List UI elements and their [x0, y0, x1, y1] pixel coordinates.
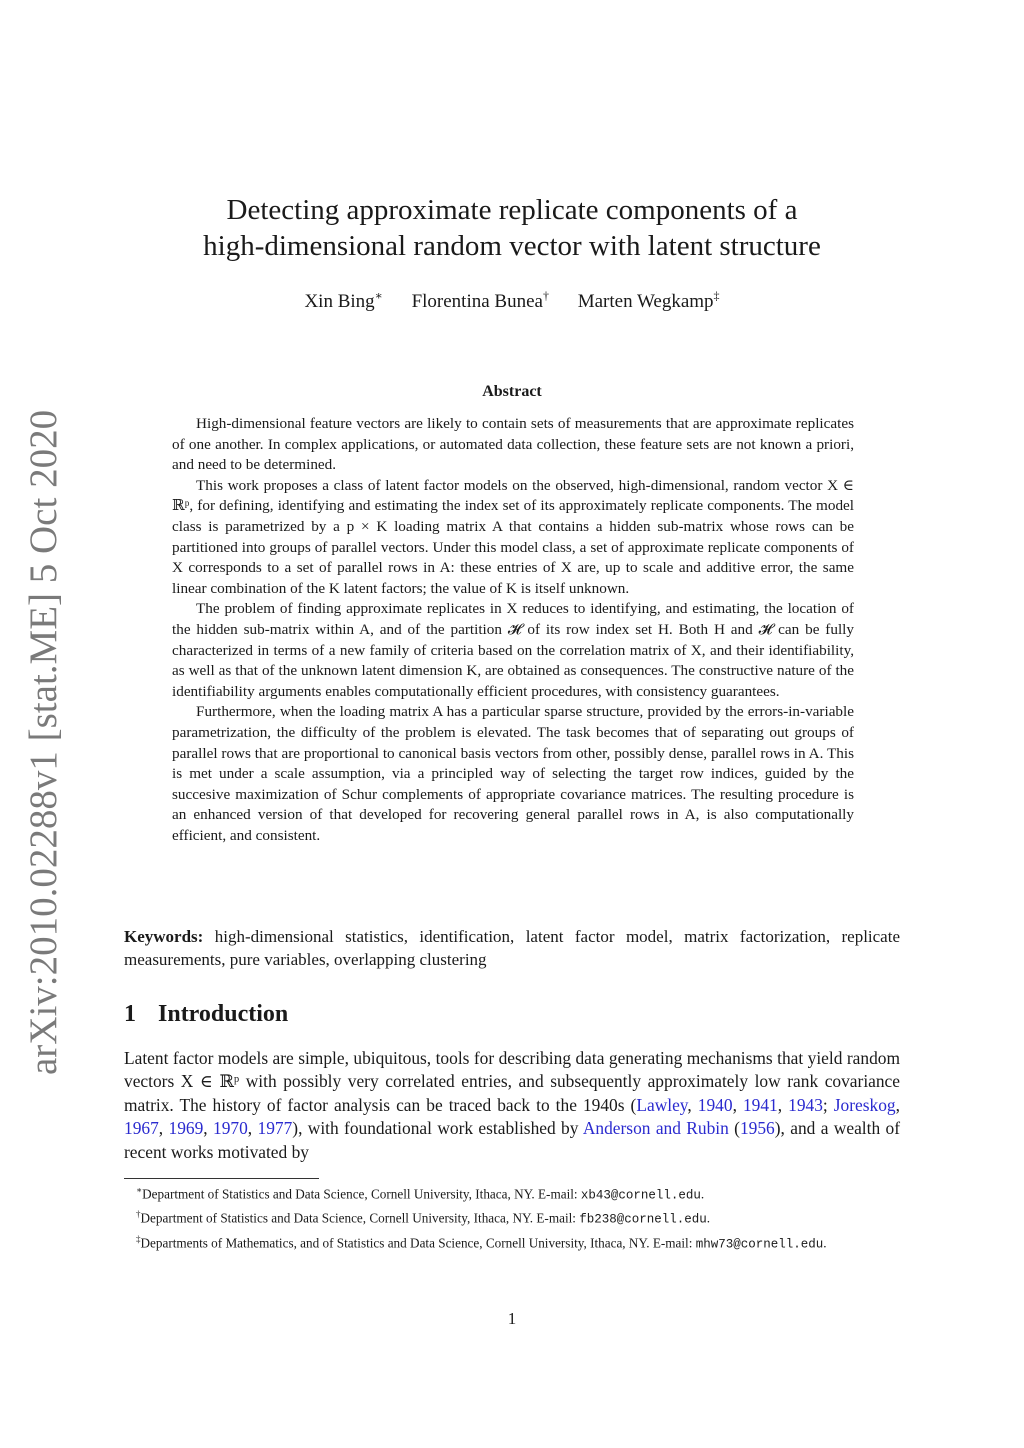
author-mark: †	[542, 289, 549, 303]
intro-text	[124, 1047, 900, 1164]
footnote-text: Departments of Mathematics, and of Statistics and Data Science, Cornell University, Ithaca, NY. E-mail:	[140, 1235, 696, 1251]
intro-run: (	[728, 1118, 740, 1139]
keywords-label: Keywords:	[124, 927, 204, 946]
email-address[interactable]: mhw73@cornell.edu	[695, 1237, 824, 1252]
email-address[interactable]: xb43@cornell.edu	[580, 1188, 701, 1203]
citation-link[interactable]: 1943	[788, 1094, 823, 1115]
abstract-body	[172, 414, 854, 846]
footnote	[124, 1205, 900, 1229]
footnote	[124, 1230, 900, 1254]
abstract-heading: Abstract	[482, 383, 542, 400]
footnote-end: .	[706, 1210, 711, 1226]
footnote-end: .	[823, 1235, 827, 1251]
citation-link[interactable]: Joreskog	[833, 1094, 896, 1115]
footnotes	[124, 1181, 900, 1254]
footnote-end: .	[700, 1186, 705, 1202]
intro-run: ,	[895, 1094, 900, 1115]
abstract-paragraph: Furthermore, when the loading matrix A has a particular sparse structure, provided by the errors-in-variable parametrization, the difficulty of the problem is elevated. The task becomes that of separating out groups of parallel rows that are proportional to canonical basis vectors from other, possibly dense, parallel rows in A. This is met under a scale assumption, via a principled way of selecting the target row indices, guided by the succesive maximization of Schur complements of appropriate covariance matrices. The resulting procedure is an enhanced version of that developed for recovering general parallel rows in A, is also computationally efficient, and consistent.	[172, 703, 854, 844]
citation-link[interactable]: 1941	[742, 1094, 778, 1115]
introduction-paragraph	[124, 1047, 900, 1164]
intro-run: ;	[822, 1094, 834, 1115]
intro-run: ,	[203, 1118, 213, 1139]
intro-run: ,	[687, 1094, 698, 1115]
section-title: Introduction	[158, 1001, 289, 1027]
abstract-paragraph: This work proposes a class of latent factor models on the observed, high-dimensional, random vector X ∈ ℝᵖ, for defining, identifying and estimating the index set of its approximately replicate components. The model class is parametrized by a p × K loading matrix A that contains a hidden sub-matrix whose rows can be partitioned into groups of parallel vectors. Under this model class, a set of approximate replicate components of X corresponds to a set of parallel rows in A: these entries of X are, up to scale and additive error, the same linear combination of the K latent factors; the value of K is itself unknown.	[172, 476, 854, 597]
page-number: 1	[507, 1309, 517, 1328]
arxiv-identifier: arXiv:2010.02288v1 [stat.ME] 5 Oct 2020	[22, 409, 65, 1075]
citation-link[interactable]: 1956	[739, 1118, 775, 1139]
citation-link[interactable]: 1977	[257, 1118, 293, 1139]
intro-run: ,	[777, 1094, 789, 1115]
footnote	[124, 1181, 900, 1205]
intro-run: ,	[247, 1118, 258, 1139]
author-name: Marten Wegkamp	[577, 291, 714, 313]
citation-link[interactable]: 1970	[213, 1118, 248, 1139]
author-mark: ‡	[713, 289, 720, 303]
footnote-mark: ∗	[136, 1185, 143, 1195]
title-line-1: Detecting approximate replicate components of a	[226, 194, 798, 226]
author-3	[578, 291, 720, 312]
keywords-text: high-dimensional statistics, identification, latent factor model, matrix factorization, replicate measurements, pure variables, overlapping clustering	[124, 927, 901, 969]
paper-title	[120, 192, 904, 264]
citation-link[interactable]: 1969	[168, 1118, 204, 1139]
intro-run: ), with foundational work established by	[292, 1118, 583, 1139]
author-name: Xin Bing	[304, 291, 375, 313]
keywords	[124, 925, 900, 971]
section-number: 1	[124, 1001, 136, 1027]
section-heading	[124, 1001, 288, 1028]
author-1	[304, 291, 382, 312]
author-list	[120, 289, 904, 313]
footnote-text: Department of Statistics and Data Science, Cornell University, Ithaca, NY. E-mail:	[140, 1210, 580, 1226]
title-line-2: high-dimensional random vector with latent structure	[203, 230, 821, 262]
intro-run: ,	[732, 1094, 743, 1115]
email-address[interactable]: fb238@cornell.edu	[579, 1212, 707, 1227]
citation-link[interactable]: 1967	[124, 1118, 159, 1139]
intro-run: Latent factor models are simple, ubiquitous, tools for describing data generating mechanisms that yield random vectors X ∈ ℝᵖ with possibly very correlated entries, and subsequently approximately low rank covariance matrix. The history of factor analysis can be traced back to the 1940s (	[124, 1048, 900, 1115]
footnote-mark: †	[136, 1209, 141, 1220]
citation-link[interactable]: 1940	[697, 1094, 733, 1115]
abstract-paragraph: High-dimensional feature vectors are likely to contain sets of measurements that are approximate replicates of one another. In complex applications, or automated data collection, these feature sets are not known a priori, and need to be determined.	[172, 415, 854, 474]
intro-run: ,	[158, 1118, 169, 1139]
intro-run: ), and a wealth of recent works motivated by	[124, 1118, 901, 1162]
abstract-paragraph: The problem of finding approximate replicates in X reduces to identifying, and estimating, the location of the hidden sub-matrix within A, and of the partition 𝓗 of its row index set H. Both H and 𝓗 can be fully characterized in terms of a new family of criteria based on the correlation matrix of X, and their identifiability, as well as that of the unknown latent dimension K, are obtained as consequences. The constructive nature of the identifiability arguments enables computationally efficient procedures, with consistency guarantees.	[172, 600, 854, 700]
footnote-mark: ‡	[136, 1233, 141, 1244]
footnote-text: Department of Statistics and Data Science, Cornell University, Ithaca, NY. E-mail:	[142, 1186, 581, 1202]
author-name: Florentina Bunea	[411, 291, 543, 313]
citation-link[interactable]: Anderson and Rubin	[582, 1118, 729, 1139]
author-2	[412, 291, 549, 312]
footnote-divider	[124, 1178, 319, 1179]
author-mark: ∗	[374, 289, 383, 303]
citation-link[interactable]: Lawley	[636, 1094, 688, 1115]
